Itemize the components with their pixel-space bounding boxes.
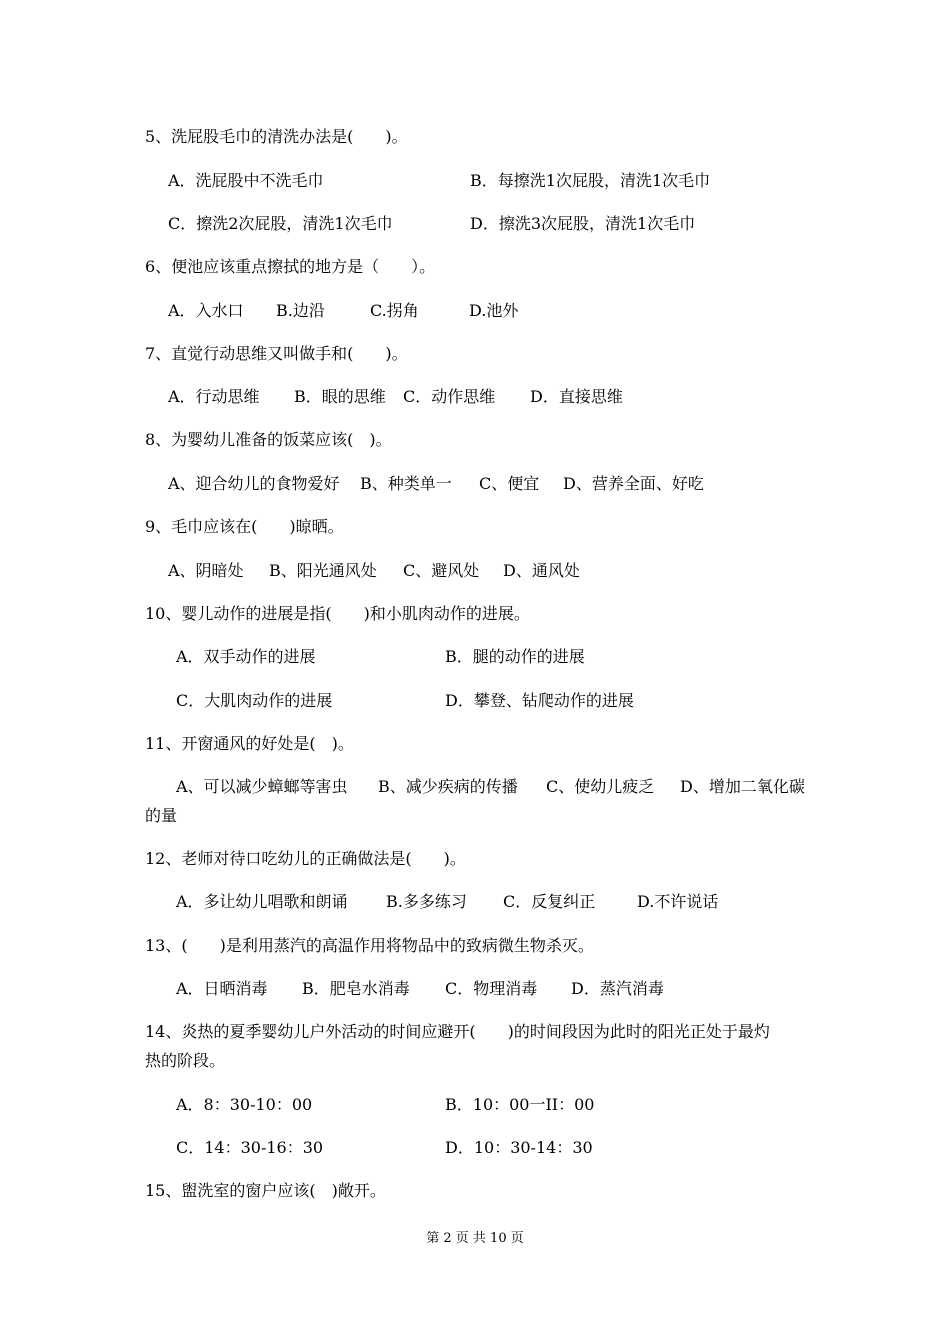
option: D．攀登、钻爬动作的进展 [445,691,634,710]
option: C、便宜 [479,474,540,493]
question-stem: 5、洗屁股毛巾的清洗办法是( )。 [145,127,408,146]
option: C．动作思维 [403,387,496,406]
option: A．洗屁股中不洗毛巾 [168,171,324,190]
option: B、减少疾病的传播 [378,777,518,796]
option: C、避风处 [403,561,480,580]
option: D．直接思维 [530,387,623,406]
option: A、阴暗处 [168,561,244,580]
option: B、种类单一 [360,474,452,493]
option: C．擦洗2次屁股，清洗1次毛巾 [168,214,393,233]
option: A．双手动作的进展 [176,647,316,666]
option: D、通风处 [503,561,580,580]
option: B．眼的思维 [294,387,386,406]
option: D.不许说话 [637,892,719,911]
option: D．擦洗3次屁股，清洗1次毛巾 [470,214,696,233]
option: B.多多练习 [386,892,467,911]
option: C．大肌肉动作的进展 [176,691,333,710]
option: B．肥皂水消毒 [302,979,410,998]
option: D.池外 [469,301,519,320]
question-stem: 12、老师对待口吃幼儿的正确做法是( )。 [145,849,466,868]
option: B．每擦洗1次屁股，清洗1次毛巾 [470,171,711,190]
option: B、阳光通风处 [269,561,377,580]
question-stem: 9、毛巾应该在( )晾晒。 [145,517,344,536]
question-stem: 8、为婴幼儿准备的饭菜应该( )。 [145,430,392,449]
option: B.边沿 [276,301,325,320]
option: A．8：30-10：00 [176,1095,313,1114]
option: B．10：00一II：00 [445,1095,595,1114]
option: D．蒸汽消毒 [571,979,664,998]
option: A．入水口 [168,301,244,320]
option: C、使幼儿疲乏 [546,777,655,796]
question-stem: 7、直觉行动思维又叫做手和( )。 [145,344,408,363]
option: D、增加二氧化碳 [680,777,805,796]
question-stem: 15、盥洗室的窗户应该( )敞开。 [145,1181,386,1200]
option: C．反复纠正 [503,892,596,911]
question-stem: 6、便池应该重点擦拭的地方是（ ）。 [145,257,436,276]
option: C．物理消毒 [445,979,538,998]
option: C．14：30-16：30 [176,1138,324,1157]
option: C.拐角 [370,301,419,320]
option: D．10：30-14：30 [445,1138,593,1157]
option-continuation: 的量 [145,806,178,825]
option: A．日晒消毒 [176,979,268,998]
question-stem-continuation: 热的阶段。 [145,1051,226,1070]
option: A、可以减少蟑螂等害虫 [176,777,348,796]
question-stem: 14、炎热的夏季婴幼儿户外活动的时间应避开( )的时间段因为此时的阳光正处于最灼 [145,1022,770,1041]
option: B．腿的动作的进展 [445,647,585,666]
option: A．多让幼儿唱歌和朗诵 [176,892,348,911]
question-stem: 11、开窗通风的好处是( )。 [145,734,354,753]
question-stem: 10、婴儿动作的进展是指( )和小肌肉动作的进展。 [145,604,530,623]
question-stem: 13、( )是利用蒸汽的高温作用将物品中的致病微生物杀灭。 [145,936,594,955]
option: D、营养全面、好吃 [563,474,704,493]
option: A、迎合幼儿的食物爱好 [168,474,340,493]
option: A．行动思维 [168,387,260,406]
page-footer: 第 2 页 共 10 页 [426,1231,524,1246]
